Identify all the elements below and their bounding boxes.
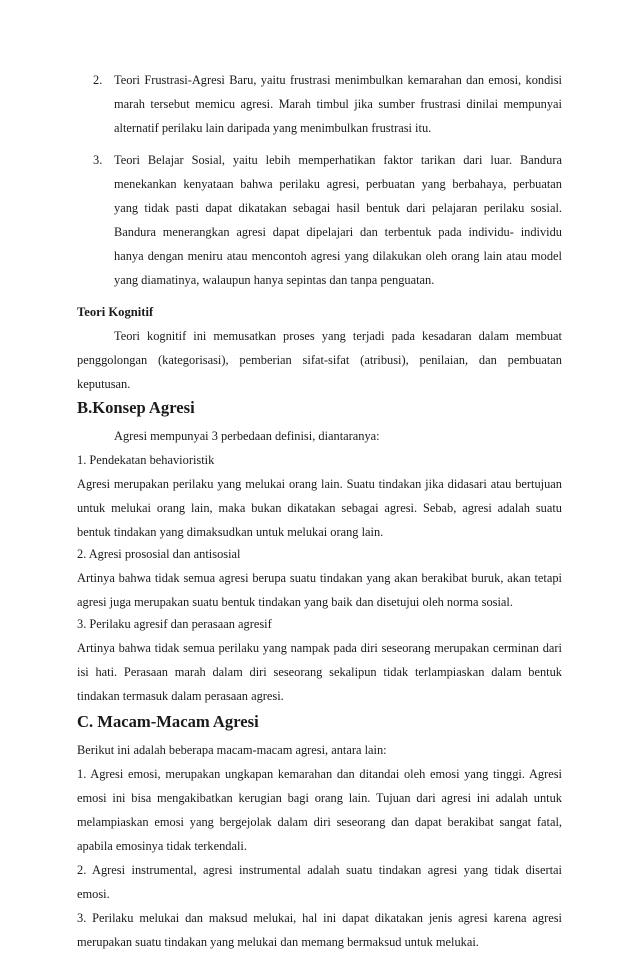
text-line: 2. Agresi instrumental, agresi instrumental adalah suatu tindakan agresi yang tidak disertai bbox=[77, 863, 562, 877]
text-line: 1. Agresi emosi, merupakan ungkapan kemarahan dan ditandai oleh emosi yang tinggi. Agresi bbox=[77, 767, 562, 781]
text-line: alternatif perilaku lain daripada yang menimbulkan frustrasi itu. bbox=[114, 121, 432, 135]
text-line: Bandura menerangkan agresi dapat dipelajari dan terbentuk pada individu- individu bbox=[114, 225, 562, 239]
text-line: Agresi merupakan perilaku yang melukai orang lain. Suatu tindakan jika didasari atau bertujuan bbox=[77, 477, 562, 491]
text-line: melampiaskan emosi yang bergejolak dalam diri seseorang dan dapat berakibat sangat fatal, bbox=[77, 815, 562, 829]
text-line: 3. Perilaku melukai dan maksud melukai, hal ini dapat dikatakan jenis agresi karena agresi bbox=[77, 911, 562, 925]
text-line: Agresi mempunyai 3 perbedaan definisi, diantaranya: bbox=[114, 429, 380, 443]
text-line: isi hati. Perasaan marah dalam diri seseorang sekalipun tidak terlampiaskan dalam bentuk bbox=[77, 665, 562, 679]
text-line: yang tidak pasti dapat dikatakan sebagai hasil bentuk dari pelajaran perilaku sosial. bbox=[114, 201, 562, 215]
subsection-title: Teori Kognitif bbox=[77, 305, 154, 319]
text-line: bentuk tindakan yang dimaksudkan untuk melukai orang lain. bbox=[77, 525, 384, 539]
text-line: marah tersebut memicu agresi. Marah timbul jika sumber frustrasi dinilai mempunyai bbox=[114, 97, 562, 111]
text-line: tindakan termasuk dalam perasaan agresi. bbox=[77, 689, 284, 703]
text-line: agresi juga merupakan suatu bentuk tindakan yang baik dan disetujui oleh norma sosial. bbox=[77, 595, 513, 609]
text-line: untuk melukai orang lain, maka bukan dikatakan sebagai agresi. Sebab, agresi adalah suatu bbox=[77, 501, 562, 515]
text-line: Artinya bahwa tidak semua perilaku yang nampak pada diri seseorang merupakan cerminan dari bbox=[77, 641, 562, 655]
text-line: emosi. bbox=[77, 887, 110, 901]
text-line: emosi ini bisa mengakibatkan kerugian bagi orang lain. Tujuan dari agresi ini adalah untuk bbox=[77, 791, 562, 805]
item-label: 2. Agresi prososial dan antisosial bbox=[77, 547, 241, 561]
list-number: 2. bbox=[93, 73, 103, 87]
text-line: penggolongan (kategorisasi), pemberian sifat-sifat (atribusi), penilaian, dan pembuatan bbox=[77, 353, 562, 367]
section-heading: B.Konsep Agresi bbox=[77, 398, 195, 417]
item-label: 3. Perilaku agresif dan perasaan agresif bbox=[77, 617, 272, 631]
text-line: Artinya bahwa tidak semua agresi berupa suatu tindakan yang akan berakibat buruk, akan tetapi bbox=[77, 571, 562, 585]
text-line: Teori Frustrasi-Agresi Baru, yaitu frustrasi menimbulkan kemarahan dan emosi, kondisi bbox=[114, 73, 562, 87]
list-number: 3. bbox=[93, 153, 103, 167]
section-heading: C. Macam-Macam Agresi bbox=[77, 712, 259, 731]
text-line: Teori Belajar Sosial, yaitu lebih memperhatikan faktor tarikan dari luar. Bandura bbox=[114, 153, 562, 167]
text-line: keputusan. bbox=[77, 377, 131, 391]
text-line: menekankan kenyataan bahwa perilaku agresi, perbuatan yang berbahaya, perbuatan bbox=[114, 177, 562, 191]
text-line: apabila emosinya tidak terkendali. bbox=[77, 839, 247, 853]
text-line: merupakan suatu tindakan yang melukai dan memang bermaksud untuk melukai. bbox=[77, 935, 479, 949]
text-line: Teori kognitif ini memusatkan proses yang terjadi pada kesadaran dalam membuat bbox=[114, 329, 562, 343]
text-line: yang diamatinya, walaupun hanya sepintas dan tanpa penguatan. bbox=[114, 273, 435, 287]
text-line: hanya dengan meniru atau mencontoh agresi yang dilakukan oleh orang lain atau model bbox=[114, 249, 562, 263]
text-line: Berikut ini adalah beberapa macam-macam agresi, antara lain: bbox=[77, 743, 387, 757]
item-label: 1. Pendekatan behavioristik bbox=[77, 453, 215, 467]
